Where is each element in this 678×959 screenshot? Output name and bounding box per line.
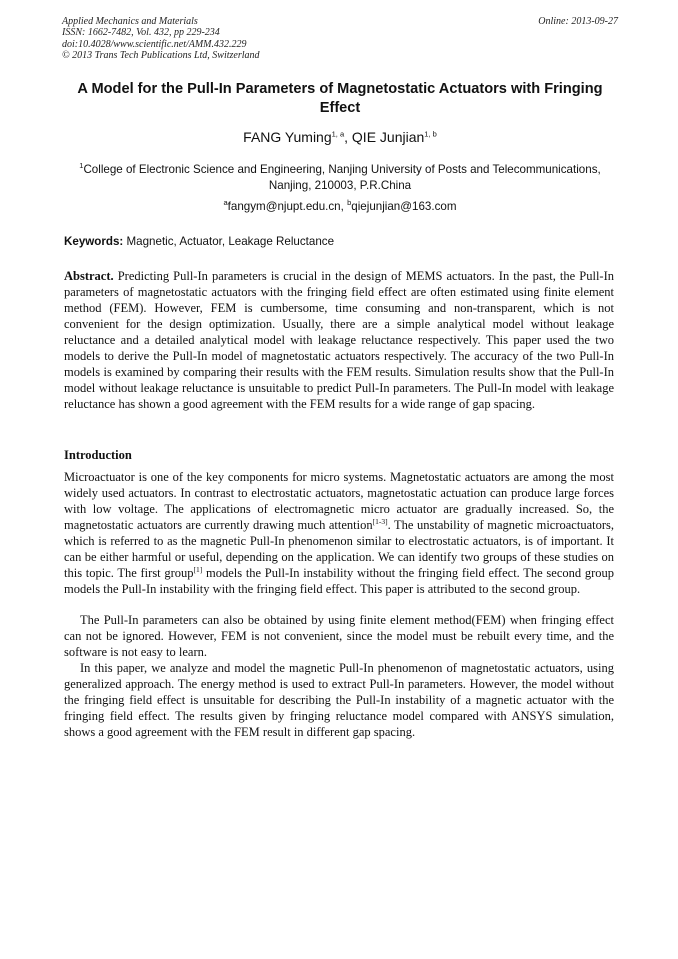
email-a[interactable]: fangym@njupt.edu.cn [227, 200, 341, 213]
running-header [62, 16, 618, 61]
intro-p1-part-c: models the Pull-In instability without the fringing field effect. The second group models the Pull-In instability with the fringing field effect. This paper is attributed to the second group. [64, 566, 615, 596]
author-2-affil-mark: 1, b [424, 129, 437, 139]
intro-paragraph-2: The Pull-In parameters can also be obtained by using finite element method(FEM) when fringing effect can not be ignored. However, FEM is not convenient, since the model must be rebuilt every time, and the software is not easy to learn. [64, 613, 614, 659]
intro-paragraph-3: In this paper, we analyze and model the magnetic Pull-In phenomenon of magnetostatic actuators, using generalized approach. The energy method is used to extract Pull-In parameters. However, the model without the fringing field effect is unsuitable for describing the Pull-In instability of a magnetic actuator with the fringing field effect. The results given by fringing reluctance model compared with ANSYS simulation, shows a good agreement with the FEM result in different gap spacing. [64, 661, 614, 739]
intro-p1-part-a: Microactuator is one of the key components for micro systems. Magnetostatic actuators are among the most widely used actuators. In contrast to electrostatic actuators, magnetostatic actuation can produce large forces with low voltage. The applications of electromagnetic micro actuator are gradually increased. So, the magnetostatic actuators are currently drawing much attention [64, 470, 614, 532]
affiliation [62, 162, 618, 193]
introduction-heading: Introduction [64, 448, 132, 462]
intro-paragraph-1 [64, 469, 614, 597]
email-b[interactable]: qiejunjian@163.com [351, 200, 457, 213]
citation-1-3[interactable]: [1-3] [372, 516, 388, 526]
author-line [62, 128, 618, 146]
online-date: Online: 2013-09-27 [538, 16, 618, 27]
author-1: FANG Yuming [243, 129, 332, 145]
citation-1[interactable]: [1] [193, 564, 203, 574]
email-separator: , [340, 200, 348, 213]
keywords [64, 234, 620, 249]
abstract [64, 268, 614, 412]
issn-line: ISSN: 1662-7482, Vol. 432, pp 229-234 [62, 27, 220, 39]
email-b-mark: b [347, 198, 352, 208]
author-2: QIE Junjian [351, 129, 425, 145]
abstract-label: Abstract. [64, 269, 114, 283]
email-line [62, 199, 618, 214]
author-1-affil-mark: 1, a [331, 129, 345, 139]
abstract-text: Predicting Pull-In parameters is crucial in the design of MEMS actuators. In the past, the Pull-In parameters of magnetostatic actuators with the fringing field effect are often estimated using finite element method (FEM). However, FEM is cumbersome, time consuming and non-transparent, which is not convenient for the design optimization. Usually, there are a simple analytical model without leakage reluctance and a detailed analytical model with leakage reluctance respectively. This paper used the two models to derive the Pull-In model of magnetostatic actuators respectively. The accuracy of the two Pull-In models is examined by comparing their results with the FEM results. Simulation results show that the Pull-In model without leakage reluctance is unsuitable to predict Pull-In parameters. The Pull-In model with leakage reluctance has shown a good agreement with the FEM results for a wide range of gap spacing. [64, 269, 614, 411]
journal-name: Applied Mechanics and Materials [62, 16, 198, 27]
keywords-text: Magnetic, Actuator, Leakage Reluctance [123, 235, 335, 248]
affiliation-text: College of Electronic Science and Engineering, Nanjing University of Posts and Telecommunications, Nanjing, 210003, P.R.China [83, 163, 601, 192]
keywords-label: Keywords: [64, 235, 124, 248]
paper-title: A Model for the Pull-In Parameters of Magnetostatic Actuators with Fringing Effect [77, 81, 603, 116]
email-a-mark: a [223, 198, 228, 208]
affiliation-mark: 1 [79, 161, 84, 171]
intro-p1-part-b: . The unstability of magnetic microactuators, which is referred to as the magnetic Pull-In phenomenon similar to electrostatic actuators, is of important. It can be either harmful or useful, depending on the application. We can identify two groups of these studies on this topic. The first group [64, 518, 614, 580]
doi-line: doi:10.4028/www.scientific.net/AMM.432.229 [62, 38, 247, 50]
author-separator: , [344, 129, 352, 145]
copyright-line: © 2013 Trans Tech Publications Ltd, Switzerland [62, 49, 260, 61]
